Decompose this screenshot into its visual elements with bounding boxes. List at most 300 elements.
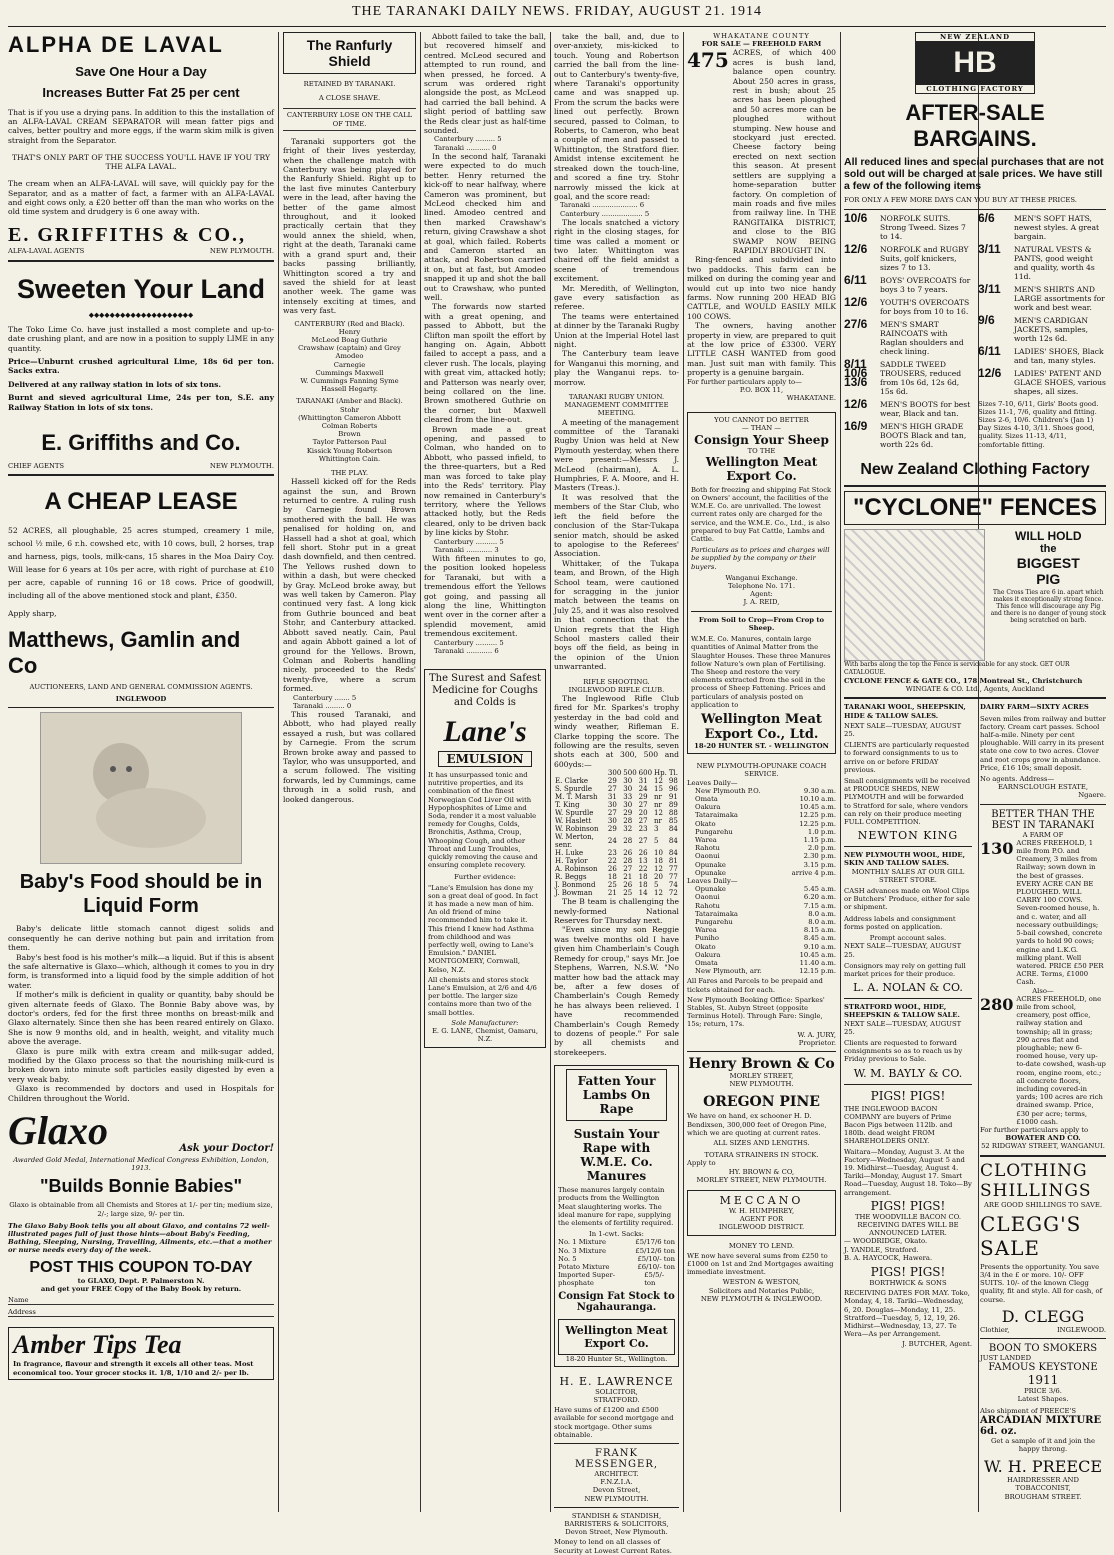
- ad-text: — THAN —: [741, 424, 782, 433]
- team-heading: CANTERBURY (Red and Black).: [294, 319, 405, 328]
- list-item: Tataraimaka 8.0 a.m.: [695, 909, 836, 918]
- score-line: Canterbury .......... 5: [434, 638, 504, 647]
- ad-body: CASH advances made on Wool Clips or Butchers' Produce, either for sale or shipment.: [844, 887, 970, 912]
- ad-title: ALPHA DE LAVAL: [8, 32, 224, 57]
- advertiser-name: W. M. BAYLY & CO.: [853, 1066, 963, 1080]
- acreage-number: 280: [980, 994, 1014, 1014]
- list-item: 8/11 10/6 13/6 SADDLE TWEED TROUSERS, reduced from 10s 6d, 12s 6d, 15s 6d.: [844, 356, 962, 396]
- ad-text: Telephone No. 171.: [728, 582, 795, 591]
- ad-title: PIGS! PIGS!: [870, 1264, 946, 1279]
- list-item: 12/6 MEN'S BOOTS for best wear, Black and tan.: [844, 396, 971, 418]
- ad-body: The owners, having another property in view, are prepared to quit at the low price of £3300. VERY LITTLE CASH WANTED from good man. Just suit man with family. This property is a genuine bargain.: [687, 321, 836, 378]
- lanes-logo: Lane's: [443, 715, 527, 748]
- ad-body: Small consignments will be received at PRODUCE SHEDS, NEW PLYMOUTH and will be forwarded to Stratford for sale, where vendors can rely on their produce meeting FULL COMPETITION.: [844, 777, 971, 827]
- timetable: [687, 787, 836, 877]
- ad-sub: Devon Street, New Plymouth.: [565, 1528, 668, 1537]
- ad-heading: STRATFORD WOOL, HIDE, SHEEPSKIN & TALLOW SALE.: [844, 1003, 960, 1020]
- ad-label: Leaves Daily—: [687, 778, 738, 787]
- cheap-lease-ad: [8, 488, 274, 703]
- article-text: Mr. Meredith, of Wellington, gave every satisfaction as referee.: [554, 283, 679, 312]
- ad-text: A FARM OF: [1022, 830, 1064, 839]
- ad-title: AFTER-SALE BARGAINS.: [905, 100, 1045, 152]
- article-text: In the second half, Taranaki were expected to do much better. Henry returned the kick-off to near halfway, where Cameron was prominent, but McLeod checked him and lined. Amodeo centred and then marked Crawshaw's return, giving Crawshaw a shot at goal, which failed. Roberts and Cameron started an attack, and Robertson carried it on, but at fast, but Amodeo snapped it up and shot the ball out to Crawshaw, who punted well.: [424, 151, 546, 302]
- slogan: "Builds Bonnie Babies": [39, 1176, 243, 1197]
- list-item: New Plymouth, arr. 12.15 p.m.: [695, 967, 836, 976]
- proprietor-label: Proprietor.: [798, 1038, 836, 1047]
- table-row: T. King 30 30 27 nr 89: [555, 801, 678, 810]
- agent-label: ALFA-LAVAL AGENTS: [8, 247, 85, 256]
- ad-title: SHILLINGS: [980, 1180, 1092, 1201]
- column-4: [554, 32, 679, 1555]
- list-item: 9/6 MEN'S CARDIGAN JACKETS, samples, worth 12s 6d.: [978, 312, 1089, 343]
- henry-brown-ad: [687, 1056, 836, 1184]
- list-item: Okato 12.25 p.m.: [695, 819, 836, 828]
- article-text: Brown made a great opening, and passed to Colman, who handed on to Abbott, who passed infield, to the three-quarters, but a Red man was forced to take play into the Reds' territory. Play now remained in Canterbury's territory, where the Yellows attacked hotly, but the Reds cleared, only to be driven back by line kicks by Stohr.: [424, 424, 546, 538]
- list-item: Opunake arrive 4 p.m.: [695, 868, 836, 877]
- ad-body: Presents the opportunity. You save 3/4 in the £ or more. 10/- OFF SUITS. 10/- of the known Clegg quality, fit and style. All for cash, of course.: [980, 1262, 1103, 1304]
- ad-text: Wanganui Exchange.: [725, 573, 798, 582]
- meccano-ad: [687, 1190, 836, 1236]
- ad-body: Burnt and sieved agricultural Lime, 24s per ton, S.E. any Railway Station in lots of six tons.: [8, 393, 274, 412]
- divider: [691, 611, 832, 612]
- ad-text: INGLEWOOD DISTRICT.: [718, 1223, 805, 1232]
- ad-text: EARNSCLOUGH ESTATE,: [997, 783, 1089, 792]
- sacks-label: In 1-cwt. Sacks:: [589, 1230, 644, 1239]
- ad-body: Money to lend on all classes of Security at Lowest Current Rates.: [554, 1538, 672, 1555]
- divider: [844, 697, 1106, 699]
- score-line: Canterbury ................... 5: [560, 209, 650, 218]
- wme-logo: Wellington Meat Export Co.: [558, 1319, 675, 1355]
- ad-text: THE WOODVILLE BACON CO.: [854, 1212, 962, 1221]
- fatten-lambs-ad: [554, 1065, 679, 1367]
- ad-body: Glaxo is obtainable from all Chemists and Stores at 1/- per tin; medium size, 2/-; large size, 9/- per tin.: [9, 1201, 273, 1218]
- ad-body: Waitara—Monday, August 3. At the Factory—Wednesday, August 5 and 19. Midhirst—Tuesday, August 4. Tariki—Monday, August 17. Smart Road—Tuesday, August 18. Toko—By arrangement.: [844, 1147, 972, 1197]
- ad-text: W. H. HUMPHREY,: [728, 1207, 795, 1216]
- divider: [844, 485, 1106, 487]
- ad-address: 18-20 HUNTER ST. - WELLINGTON: [694, 741, 829, 750]
- ad-name: H. E. LAWRENCE: [559, 1374, 674, 1388]
- ad-sub: SOLICITOR,: [595, 1387, 638, 1396]
- ad-body: All reduced lines and special purchases that are not sold out will be charged at sale prices. We have still a few of the following items: [844, 156, 1104, 193]
- ad-title: FAMOUS KEYSTONE: [988, 1362, 1098, 1374]
- table-row: H. Luke 23 26 26 10 84: [555, 849, 678, 858]
- ad-body: 52 ACRES, all ploughable, 25 acres stumped, creamery 1 mile, school ½ mile, 6 r.h. cowshed etc, with 10 cows, bull, 2 horses, trap and harness, pigs, tools, milk-cans, 15 shares in the Moa Dairy Coy. Will lease for 6 years at 10s per acre, with right of purchase at £10 per acre, capable of running 16 or 18 cows. Price of goodwill, including all of the above mentioned stock and plant, £350.: [8, 525, 274, 600]
- ad-text: TOTARA STRAINERS IN STOCK.: [704, 1151, 819, 1160]
- column-rule: [420, 32, 421, 1512]
- table-row: W. Robinson 29 32 23 3 84: [555, 825, 678, 834]
- list-item: 3/11 NATURAL VESTS & PANTS, good weight and quality, worth 4s 11d.: [978, 241, 1095, 281]
- team-lineup: Stohr (Whittington Cameron Abbott Colman Roberts Brown Taylor Patterson Paul Kissick Young Robertson Whittington Cain.: [298, 405, 401, 463]
- ad-text: Agent:: [750, 590, 773, 599]
- ad-label: Leaves Daily—: [687, 876, 738, 885]
- list-item: Warea 8.15 a.m.: [695, 926, 836, 935]
- money-lend-ad: [687, 1242, 836, 1303]
- ad-body: ACRES FREEHOLD, 1 mile from P.O. and Creamery, 3 miles from Railway; sown down in the best of grasses. EVERY ACRE CAN BE PLOUGHED. WILL CARRY 100 COWS. Seven-roomed house, h. and c. water, and all necessary outbuildings; 5-bail cowshed, concrete yards to hold 90 cows; engine and L.K.G. milking plant. Well watered. PRICE £50 PER ACRE. Terms, £1000 Cash.: [1016, 838, 1104, 987]
- ad-sub: BARRISTERS & SOLICITORS,: [564, 1520, 669, 1529]
- agent-label: CHIEF AGENTS: [8, 462, 65, 471]
- ad-body: Baby's delicate little stomach cannot digest solids and consequently he can derive nothing but pain and irritation from them.: [8, 924, 274, 953]
- ad-body: ACRES, of which 400 acres is bush land, balance open country. About 250 acres in grass, rest in bush; about 25 acres has been ploughed and 50 acres more can be ploughed without stumping. New house and stockyard just erected. Cheese factory being erected on next section this season. At present settlers are supplying a home-separation butter factory. On completion of main roads and five miles from railway line. In THE RANGITAIKA DISTRICT, and close to the BIG SWAMP NOW BEING RAPIDLY BROUGHT IN.: [732, 48, 836, 255]
- divider: [844, 846, 972, 847]
- ad-title: From Soil to Crop—From Crop to Sheep.: [698, 615, 825, 632]
- list-item: No. 5 £5/10/- ton: [558, 1254, 675, 1263]
- ad-address: 52 RIDGWAY STREET, WANGANUI.: [981, 1142, 1105, 1151]
- ad-heading: DAIRY FARM—SIXTY ACRES: [980, 703, 1089, 712]
- article-text: The Canterbury team leave for Wanganui this morning, and play the Wanganui reps. to-morrow.: [554, 349, 679, 387]
- ornament: ◆◆◆◆◆◆◆◆◆◆◆◆◆◆◆◆◆◆◆◆: [88, 310, 194, 319]
- ad-text: For further particulars apply to: [980, 1125, 1089, 1134]
- ad-title: OREGON PINE: [703, 1094, 820, 1111]
- ad-sub: F.N.Z.I.A.: [600, 1478, 633, 1487]
- ad-text: Clothier,: [980, 1325, 1010, 1334]
- column-6-lower: [844, 703, 972, 1500]
- score-line: Canterbury .......... 5: [434, 537, 504, 546]
- ad-text: RECEIVING DATES WILL BE ANNOUNCED LATER.: [857, 1220, 959, 1238]
- ad-text: Also shipment of PREECE'S: [980, 1406, 1077, 1415]
- ad-text: HY. BROWN & CO,: [728, 1167, 795, 1176]
- ad-body: "Lane's Emulsion has done my son a great deal of good. In fact it has made a new man of him. An old friend of mine recommended him to take it. This friend I knew had Asthma from childhood and was perfectly well, owing to Lane's Emulsion." DANIEL MONTGOMERY, Cornwall, Kelso, N.Z.: [428, 883, 538, 974]
- ad-name: FRANK MESSENGER,: [574, 1448, 659, 1471]
- table-row: W. Merton, senr. 24 28 27 5 84: [555, 833, 678, 850]
- ad-title: MECCANO: [719, 1194, 804, 1208]
- score-line: Taranaki ............ 3: [434, 545, 499, 554]
- ad-body: WE now have several sums from £250 to £1000 on 1st and 2nd Mortgages awaiting immediate investment.: [687, 1251, 834, 1277]
- ad-body: Delivered at any railway station in lots of six tons.: [8, 379, 222, 389]
- ad-title: CLOTHING: [980, 1160, 1088, 1181]
- ad-title: MONEY TO LEND.: [728, 1241, 795, 1250]
- ad-address: BROUGHAM STREET.: [1004, 1492, 1082, 1501]
- coupon-title: POST THIS COUPON TO-DAY: [29, 1258, 253, 1276]
- article-text: take the ball, and, due to over-anxiety, mis-kicked to touch. Young and Robertson carried the ball from the line-out to Canterbury's twenty-five, where Taranaki's opportunity came and was snapped up. From the scrum the backs were lined out perfectly. Brown secured, passed to Colman, to Roberts, to Cameron, who beat a couple of men and passed to Whittington, the Stratford flier. Amidst intense excitement he streaked down the touch-line, and scored a fine try. Stohr narrowly missed the kick at goal, and the score read:: [554, 32, 679, 201]
- table-header-row: 300 500 600 Hp. Tl.: [607, 769, 678, 778]
- ad-title: Wellington Meat Export Co.: [705, 454, 818, 483]
- team-lineup: Henry McLeod Boag Guthrie Crawshaw (captain) and Grey Amodeo Carnegie Cummings Maxwell W. Cummings Fanning Syme Hassell Hegarty.: [298, 327, 401, 394]
- ask-doctor: Ask your Doctor!: [179, 1143, 274, 1155]
- advertiser-name: E. GRIFFITHS & CO.,: [8, 224, 247, 247]
- ad-subheading: FOR SALE — FREEHOLD FARM: [701, 40, 822, 49]
- ad-text: NEW PLYMOUTH.: [729, 1080, 794, 1089]
- ad-text: PRICE 3/6.: [1024, 1387, 1062, 1396]
- article-text: The forwards now started with a great opening, and passed to Abbott, but the Clifton man spoilt the effort by hanging on. Again, Abbott failed to accept a pass, and a clever rush. The locals, playing with great vim, attacked hotly; and Patterson was nearly over, being collared on the line. Brown smothered Guthrie on the corner, but Maxwell cleared from the line-out.: [424, 302, 546, 425]
- section-heading: THE PLAY.: [330, 468, 369, 477]
- nz-badge: NEW ZEALAND: [915, 32, 1035, 42]
- score-line: Taranaki ........... 0: [434, 143, 497, 152]
- ad-title: 1911: [1027, 1373, 1059, 1388]
- advertiser-name: L. A. NOLAN & CO.: [853, 981, 963, 995]
- advertiser-name: NEWTON KING: [857, 829, 959, 843]
- ad-text: J. A. REID,: [743, 598, 780, 607]
- ad-text: NEXT SALE—TUESDAY, AUGUST 25.: [844, 942, 962, 959]
- list-item: 6/11 LADIES' SHOES, Black and tan, many styles.: [978, 343, 1104, 365]
- top-rule: [8, 26, 1106, 27]
- ad-body: Ring-fenced and subdivided into two paddocks. This farm can be milked on during the coming year and would cut up into two nice handy farms. Now running 200 HEAD BIG CATTLE, and WOULD EASILY MILK 100 COWS.: [687, 255, 836, 321]
- table-row: H. Taylor 22 28 13 18 81: [555, 857, 678, 866]
- ad-body: The cream when an ALFA-LAVAL will save, will quickly pay for the Separator, and as a matter of fact, a farmer with an ALFA-LAVAL and eight cows only, a £20 better off than the man who works on the old time system and drudgery is 6 one away with.: [8, 179, 274, 217]
- article-subhead: RETAINED BY TARANAKI.: [303, 80, 396, 88]
- ad-body: THE INGLEWOOD BACON COMPANY are buyers of Prime Bacon Pigs between 112lb. and 180lb. dead weight FROM SHAREHOLDERS ONLY.: [844, 1104, 953, 1146]
- article-text: Hassell kicked off for the Reds against the sun, and Brown returned to centre. A ruling rush by Carnegie found Brown smothered with the ball. He was penalised for holding on, and Hassell had a shot at goal, which fell short. Stohr put in a great dash downfield, and then centred. The Yellows rushed down to within a dash, but were checked by Gray. McLeod broke away, but was well taken by Cameron. Play continued very fast. A long kick from Guthrie bounced and beat Stohr, and Canterbury attacked. Abbott saved neatly. Cain, Paul and again Abbott gained a lot of ground for the Yellows. Brown, Colman and Roberts handling nicely, proceeded to the Reds' twenty-five, where a scrum formed.: [283, 477, 416, 694]
- ad-title: Consign Fat Stock to Ngahauranga.: [558, 1290, 675, 1313]
- score-line: Taranaki ............ 6: [434, 646, 499, 655]
- ad-title: ARCADIAN MIXTURE 6d. oz.: [980, 1414, 1102, 1437]
- price-list-left: [844, 210, 972, 453]
- column-1: [8, 32, 274, 1512]
- ad-sub: STRATFORD.: [593, 1396, 640, 1405]
- divider: [844, 998, 972, 999]
- article-text: Taranaki supporters got the fright of their lives yesterday, when the challenge match with Canterbury was being played for the Ranfurly Shield. Right up to the last five minutes Canterbury were in the lead, after having the better of the game almost throughout, and it looked practically certain that they would annex the shield, when, right at the death, Taranaki came with a grand spurt and, their backs passing brilliantly, Whittington scored a try and saved the shield for at least another week. The game was intensely exciting at times, and was very fast.: [283, 136, 416, 316]
- ad-agents: WINGATE & CO. Ltd., Agents, Auckland: [905, 685, 1045, 694]
- price-list-right: [978, 210, 1106, 453]
- ad-text: No agents. Address—: [980, 775, 1055, 784]
- list-item: New Plymouth P.O. 9.30 a.m.: [695, 786, 836, 795]
- list-item: Potato Mixture £6/10/- ton: [558, 1263, 675, 1271]
- score-line: Taranaki ......... 0: [293, 701, 352, 710]
- baby-photo: [40, 712, 242, 864]
- list-item: Rahotu 7.15 a.m.: [695, 901, 836, 910]
- ad-text: ARE GOOD SHILLINGS TO SAVE.: [983, 1200, 1103, 1209]
- ad-title: Fatten Your Lambs On Rape: [566, 1069, 667, 1121]
- score-line: Canterbury ....... 5: [293, 693, 357, 702]
- ad-body: Glaxo is recommended by doctors and used in Hospitals for Children throughout the World.: [8, 1084, 274, 1103]
- acreage-number: 130: [980, 838, 1014, 858]
- list-item: Puniho 8.45 a.m.: [695, 934, 836, 943]
- ad-text: MORLEY STREET, NEW PLYMOUTH.: [696, 1175, 827, 1184]
- ad-address: CYCLONE FENCE & GATE CO., 178 Montreal St., Christchurch: [844, 677, 1083, 686]
- rifle-results-table: [554, 769, 679, 897]
- score-line: Taranaki ..................... 6: [560, 201, 645, 210]
- ad-body: Particulars as to prices and charges will be supplied by the company or their buyers.: [691, 546, 830, 571]
- ad-text: BORTHWICK & SONS: [869, 1278, 947, 1287]
- proprietor-name: W. A. JURY,: [797, 1030, 836, 1039]
- list-item: Omata 10.10 a.m.: [695, 794, 836, 803]
- coupon-to: to GLAXO, Dept. P. Palmerston N.: [77, 1276, 205, 1285]
- award-note: Awarded Gold Medal, International Medical Congress Exhibition, London, 1913.: [13, 1156, 269, 1173]
- ad-text: Prompt account sales.: [869, 934, 947, 943]
- article-text: Abbott failed to take the ball, but recovered himself and centred. McLeod secured and attempted to run round, and when pressed, he forced. A scrum was ordered right alongside the post, as McLeod had carried the ball behind. A slight period of battling saw the Reds clear just as half-time sounded.: [424, 32, 546, 136]
- ad-text: Apply to: [687, 1159, 716, 1168]
- list-item: Warea 1.15 p.m.: [695, 835, 836, 844]
- ad-text: the: [1040, 542, 1057, 555]
- maker-name: E. G. LANE, Chemist, Oamaru, N.Z.: [431, 1027, 539, 1044]
- emulsion-label: EMULSION: [438, 751, 532, 767]
- ad-text: BIGGEST: [1016, 554, 1080, 571]
- manure-price-list: [558, 1238, 675, 1287]
- list-item: Oaonui 2.30 p.m.: [695, 852, 836, 861]
- ad-note: FOR ONLY A FEW MORE DAYS CAN YOU BUY AT THESE PRICES.: [844, 196, 1077, 205]
- ad-text: WESTON & WESTON,: [722, 1278, 801, 1287]
- ad-body: With barbs along the top the Fence is serviceable for any stock. GET OUR CATALOGUE.: [844, 660, 1070, 676]
- article-subhead: CANTERBURY LOSE ON THE CALL OF TIME.: [283, 108, 416, 130]
- ad-body: Address labels and consignment forms posted on application.: [844, 914, 956, 931]
- maker-label: Sole Manufacturer:: [451, 1018, 519, 1027]
- ad-text: MORLEY STREET,: [729, 1072, 794, 1081]
- list-item: 16/9 MEN'S HIGH GRADE BOOTS Black and tan, worth 22s 6d.: [844, 418, 967, 449]
- ad-sub: Devon Street,: [592, 1486, 641, 1495]
- section-heading: TARANAKI RUGBY UNION.: [568, 393, 665, 402]
- divider: [8, 260, 274, 262]
- ad-text: PIG: [1036, 570, 1061, 587]
- ad-body: Both for freezing and shipping Fat Stock on Owners' account, the facilities of the W.M.E. Co. are unrivalled. The lowest current rates only are charged for the service, and the W.M.E. Co., Ltd., is also prepared to buy Fat Cattle, Lambs and Cattle.: [691, 485, 832, 544]
- ad-heading: NEW PLYMOUTH WOOL, HIDE, SKIN AND TALLOW SALES.: [844, 851, 965, 868]
- advertiser-town: INGLEWOOD: [115, 695, 167, 704]
- list-item: 27/6 MEN'S SMART RAINCOATS with Raglan shoulders and check lining.: [844, 316, 964, 356]
- ad-title: CLEGG'S: [980, 1211, 1082, 1236]
- divider: [8, 707, 274, 708]
- list-item: Omata 11.40 a.m.: [695, 959, 836, 967]
- ad-body: That is if you use a drying pans. In addition to this the installation of an ALFA-LAVAL CREAM SEPARATOR will mean fatter pigs and calves, better poultry and more eggs, if the warm skim milk is given straight from the Separator.: [8, 107, 274, 145]
- list-item: Okato 9.10 a.m.: [695, 942, 836, 951]
- cyclone-fences-ad: [844, 491, 1106, 694]
- ad-body: The Cross Ties are 6 in. apart which makes it exceptionally strong fence. This fence will discourage any Pig and there is no danger of young stock being scratched on barb.: [990, 588, 1106, 624]
- coupon-name-field[interactable]: Name: [8, 1296, 274, 1305]
- list-item: 12/6 LADIES' PATENT AND GLACE SHOES, various shapes, all sizes.: [978, 365, 1106, 396]
- table-row: S. Spurdle 27 30 24 15 96: [555, 785, 678, 794]
- hb-logo: HB: [915, 42, 1035, 84]
- ad-text: — WOODRIDGE, Okato.: [844, 1237, 928, 1246]
- ranfurly-headline-box: [283, 32, 416, 74]
- ad-body: Clients are requested to forward consignments so as to reach us by Friday previous to Sale.: [844, 1038, 963, 1064]
- team-heading: TARANAKI (Amber and Black).: [296, 397, 403, 406]
- ad-name: STANDISH & STANDISH,: [571, 1511, 662, 1520]
- lawrence-ad: [554, 1375, 679, 1439]
- ad-text: Ngaere.: [1078, 791, 1106, 800]
- list-item: 12/6 NORFOLK and RUGBY Suits, golf knickers, sizes 7 to 13.: [844, 241, 969, 272]
- coupon-address-field[interactable]: Address: [8, 1308, 274, 1317]
- ad-body: Baby's best food is his mother's milk—a liquid. But if this is absent the safe alternative is Glaxo—which, although it comes to you in dry form, is transformed into a liquid food by the simple addition of hot water.: [8, 952, 274, 990]
- advertiser-name: E. Griffiths and Co.: [41, 430, 241, 456]
- amber-tips-ad: [8, 1327, 274, 1379]
- list-item: Imported Super-phosphate £5/5/- ton: [558, 1271, 665, 1288]
- ad-text: Latest Shapes.: [1017, 1395, 1069, 1404]
- article-text: With fifteen minutes to go, the position looked hopeless for Taranaki, but with a tremendous effort the Yellows got going, and passing all along the line, Whittington went over in the corner after a splendid movement, amid tremendous excitement.: [424, 553, 546, 639]
- ad-body: Get a sample of it and join the happy throng.: [990, 1436, 1096, 1454]
- ad-agent: J. BUTCHER, Agent.: [902, 1340, 972, 1349]
- agent-town: NEW PLYMOUTH.: [209, 462, 274, 471]
- messenger-ad: [554, 1448, 679, 1503]
- ad-subtitle: Increases Butter Fat 25 per cent: [42, 85, 240, 100]
- column-2: [283, 32, 416, 1512]
- ad-town: WHAKATANE.: [786, 394, 836, 403]
- list-item: Oakura 10.45 a.m.: [695, 950, 836, 959]
- ad-title: Baby's Food should be in Liquid Form: [19, 871, 263, 918]
- section-heading: RIFLE SHOOTING.: [583, 677, 650, 686]
- ad-subtitle: Save One Hour a Day: [75, 64, 207, 79]
- ad-title: SALE: [980, 1235, 1041, 1260]
- ad-title: Sweeten Your Land: [16, 273, 266, 304]
- ad-box: P.O. BOX 11,: [739, 385, 784, 394]
- ad-text: J. YANDLE, Stratford.: [844, 1245, 919, 1254]
- divider: [980, 804, 1106, 805]
- sizes-note: Sizes 7-10, 6/11, Girls' Boots good. Sizes 11-1, 7/6, quality and fitting. Sizes 2-6, 10/6. Children's (Jan 1) Day Sizes 4-10, 3/11. Shoes good, quality. Sizes 11-13, 4/11, comfortable fitting.: [978, 399, 1099, 449]
- alpha-de-laval-ad: [8, 32, 274, 256]
- list-item: 6/6 MEN'S SOFT HATS, newest styles. A great bargain.: [978, 210, 1100, 241]
- list-item: Oaonui 6.20 a.m.: [695, 893, 836, 902]
- ad-title: BETTER THAN THE BEST IN TARANAKI: [991, 808, 1095, 831]
- divider: [844, 209, 1106, 210]
- table-row: R. Beggs 18 21 18 20 77: [555, 873, 678, 882]
- glaxo-ad: [8, 712, 274, 1317]
- ad-text: ALL SIZES AND LENGTHS.: [713, 1139, 810, 1148]
- ad-title: A CHEAP LEASE: [44, 488, 238, 516]
- wme-address: 18-20 Hunter St., Wellington.: [565, 1354, 668, 1363]
- hb-logo-block: [844, 32, 1106, 94]
- agent-town: NEW PLYMOUTH.: [209, 247, 274, 256]
- ad-apply: For further particulars apply to—: [687, 377, 802, 386]
- article-text: The B team is challenging the newly-formed National Reserves for Thursday next.: [554, 897, 679, 926]
- ad-title: Sustain Your Rape with W.M.E. Co. Manures: [573, 1127, 660, 1184]
- divider: [554, 1443, 679, 1444]
- clothing-factory-badge: CLOTHING FACTORY: [915, 84, 1035, 94]
- advertiser-name: Matthews, Gamlin and Co: [8, 626, 241, 678]
- glaxo-logo: Glaxo: [8, 1108, 108, 1154]
- divider: [687, 1051, 836, 1052]
- article-subhead: A CLOSE SHAVE.: [318, 94, 381, 103]
- column-rule: [550, 32, 551, 1512]
- timetable: [687, 885, 836, 975]
- lanes-emulsion-ad: [424, 669, 546, 1048]
- table-row: E. Clarke 29 30 31 12 98: [555, 777, 678, 786]
- fence-illustration: [844, 529, 985, 661]
- advertiser-name: D. CLEGG: [1001, 1306, 1085, 1326]
- ad-note: THAT'S ONLY PART OF THE SUCCESS YOU'LL HAVE IF YOU TRY THE ALFA LAVAL.: [11, 152, 271, 172]
- ad-body: Seven miles from railway and butter factory. Cream cart passes. School half-a-mile. Ninety per cent ploughable. Will carry in its present state one cow to two acres. Clover and root crops grow in abundance. Price, £16 10s; small deposit.: [980, 714, 1106, 772]
- divider: [554, 1507, 679, 1508]
- table-row: J. Bonmond 25 26 18 5 74: [555, 881, 678, 890]
- sweeten-your-land-ad: [8, 274, 274, 471]
- column-6-7: [844, 32, 1106, 1512]
- article-text: The locals snatched a victory right in the closing stages, for time was called a moment or two later. Whittington was chaired off the field amidst a scene of tremendous excitement.: [554, 217, 679, 284]
- ad-footer-title: New Zealand Clothing Factory: [860, 460, 1090, 478]
- ad-title: The Surest and Safest Medicine for Coughs and Colds is: [428, 673, 542, 708]
- ad-text: Solicitors and Notaries Public,: [708, 1286, 815, 1295]
- ad-body: Consignors may rely on getting full market prices for their produce.: [844, 961, 966, 978]
- ad-title: BOON TO SMOKERS: [988, 1343, 1098, 1354]
- list-item: Oakura 10.45 a.m.: [695, 803, 836, 812]
- ad-body: Glaxo is pure milk with extra cream and milk-sugar added, modified by the Glaxo process so that the nourishing milk-curd is broken down into minute soft particles easily digested by even a very weak baby.: [8, 1046, 274, 1084]
- article-text: Whittaker, of the Tukapa team, and Brown, of the High School team, were cautioned for scragging in the junior match between the teams on July 25, and it was also resolved in that connection that the Union regrets that the High School masters called their boys off the field, as being in the opinion of the Union unwarranted.: [554, 558, 679, 672]
- table-row: W. Spurdle 27 29 20 12 88: [555, 809, 678, 818]
- advertiser-name: W. H. PREECE: [983, 1457, 1103, 1477]
- list-item: Rahotu 2.0 p.m.: [695, 844, 836, 853]
- ad-title: PIGS! PIGS!: [870, 1198, 946, 1213]
- list-item: Tataraimaka 12.25 p.m.: [695, 811, 836, 820]
- ad-title: PIGS! PIGS!: [870, 1088, 946, 1103]
- ad-body: RECEIVING DATES FOR MAY. Toko, Monday, 4, 18. Tariki—Wednesday, 6, 20. Douglas—Monday, 11, 25. Stratford—Tuesday, 5, 12, 19, 26. Midhirst—Wednesday, 13, 27. Te Wera—As per Arrangement.: [844, 1289, 970, 1339]
- ad-body: In fragrance, flavour and strength it excels all other teas. Most economical too. Your grocer stocks it. 1/8, 1/10 and 2/- per lb.: [13, 1360, 254, 1377]
- ad-heading: WHAKATANE COUNTY: [713, 32, 810, 40]
- ad-text: NEXT SALE—TUESDAY, AUGUST 25.: [844, 721, 962, 739]
- ad-text: NEXT SALE—TUESDAY, AUGUST 25.: [844, 1019, 962, 1036]
- consign-sheep-ad: [687, 412, 836, 754]
- column-rule: [278, 32, 279, 1512]
- baby-illustration: [51, 723, 231, 853]
- article-text: "Even since my son Reggie was twelve months old I have given him Chamberlain's Cough Remedy for croup," says Mr. Joe Stephens, Warren, N.S.W. "No matter how bad the attack may be, after a few doses of Chamberlain's Cough Remedy he has always been relieved. I have recommended Chamberlain's Cough Remedy to dozens of people." For sale by all chemists and storekeepers.: [554, 925, 679, 1057]
- ad-title: Consign Your Sheep: [694, 432, 829, 447]
- article-headline: The Ranfurly Shield: [306, 37, 393, 69]
- ad-body: New Plymouth Booking Office: Sparkes' Stables, St. Aubyn Street (opposite Terminus Hotel). Through Fare: Single, 15s; return, 17s.: [687, 995, 825, 1029]
- article-text: The Inglewood Rifle Club fired for Mr. Sparkes's trophy yesterday in the bad cold and windy weather, Rifleman E. Clarke topping the score. The following are the results, seven shots each at 300, 500 and 600yds:—: [554, 694, 679, 769]
- list-item: 10/6 NORFOLK SUITS. Strong Tweed. Sizes 7 to 14.: [844, 210, 966, 241]
- column-5: [687, 32, 836, 1512]
- list-item: No. 3 Mixture £5/12/6 ton: [558, 1246, 675, 1255]
- score-line: Canterbury ......... 5: [434, 135, 502, 144]
- ad-text: MONTHLY SALES AT OUR GILL STREET STORE.: [851, 867, 965, 884]
- ad-text: JUST LANDED: [980, 1354, 1032, 1362]
- column-3: [424, 32, 546, 1512]
- divider: [980, 1155, 1106, 1157]
- ad-title: Wellington Meat Export Co., Ltd.: [701, 711, 822, 742]
- ad-sub: ARCHITECT.: [594, 1470, 639, 1479]
